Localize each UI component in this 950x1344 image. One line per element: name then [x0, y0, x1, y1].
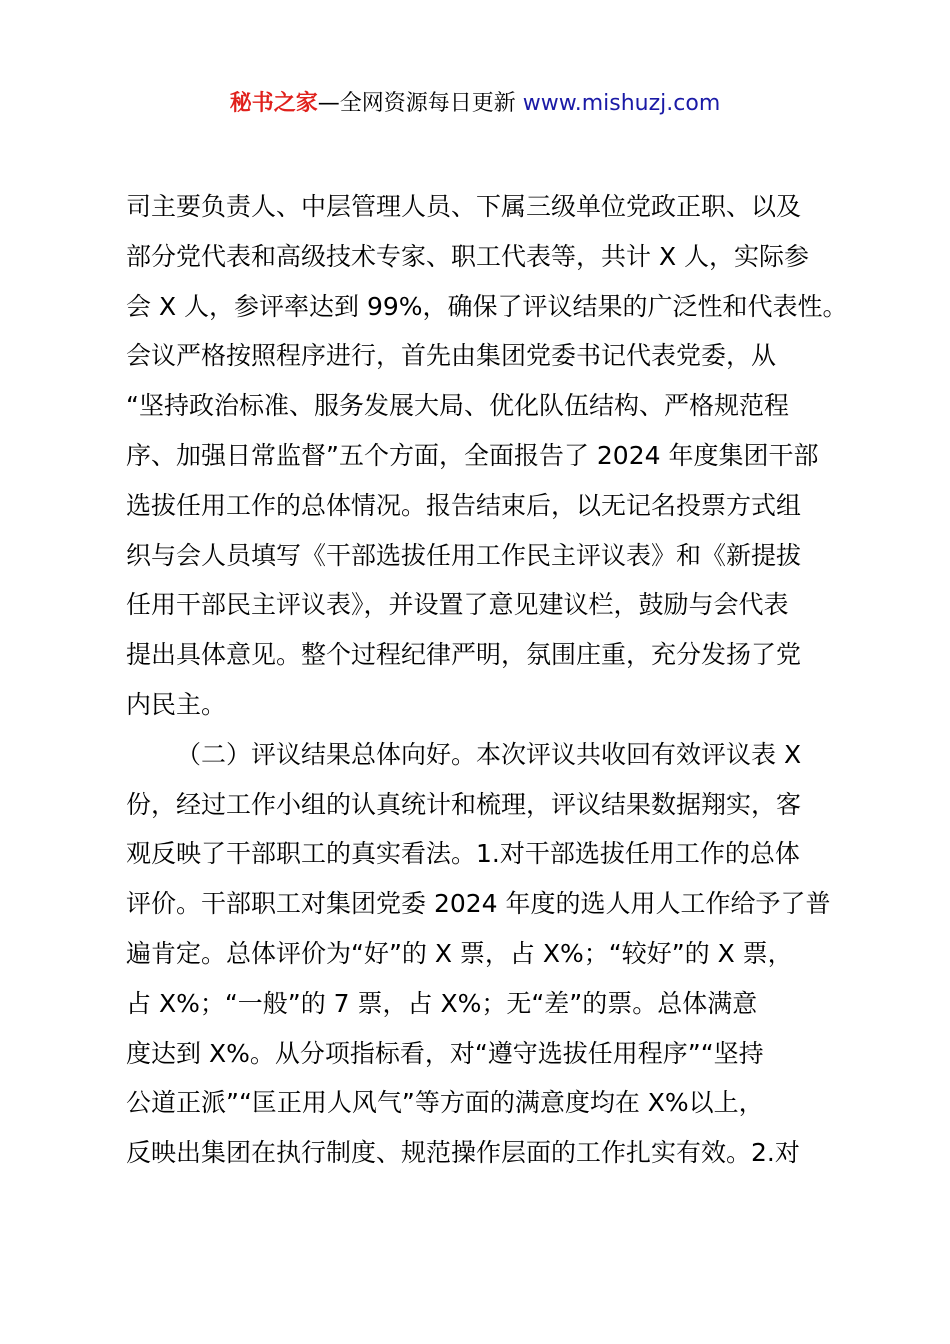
text-line: 评价。干部职工对集团党委 2024 年度的选人用人工作给予了普: [126, 889, 831, 919]
site-header: [0, 88, 950, 120]
text-line: “坚持政治标准、服务发展大局、优化队伍结构、严格规范程: [126, 391, 789, 421]
text-line: 序、加强日常监督”五个方面，全面报告了 2024 年度集团干部: [126, 440, 819, 470]
text-line: 会议严格按照程序进行，首先由集团党委书记代表党委，从: [126, 341, 777, 371]
text-line: 份，经过工作小组的认真统计和梳理，评议结果数据翔实，客: [126, 789, 802, 819]
text-line: 提出具体意见。整个过程纪律严明，氛围庄重，充分发扬了党: [126, 640, 802, 670]
section-heading-line: （二）评议结果总体向好。本次评议共收回有效评议表 X: [176, 739, 802, 769]
text-line: 任用干部民主评议表》，并设置了意见建议栏，鼓励与会代表: [126, 590, 789, 620]
brand-name: 秘书之家: [229, 91, 318, 116]
text-line: 内民主。: [126, 689, 227, 719]
text-line: 部分党代表和高级技术专家、职工代表等，共计 X 人，实际参: [126, 241, 810, 271]
text-line: 司主要负责人、中层管理人员、下属三级单位党政正职、以及: [126, 192, 802, 221]
text-line: 反映出集团在执行制度、规范操作层面的工作扎实有效。2.对: [126, 1138, 800, 1168]
text-line: 度达到 X%。从分项指标看，对“遵守选拔任用程序”“坚持: [126, 1038, 764, 1068]
paragraph-evaluation-results: [126, 730, 866, 1178]
text-line: 公道正派”“匡正用人风气”等方面的满意度均在 X%以上，: [126, 1088, 764, 1118]
text-line: 织与会人员填写《干部选拔任用工作民主评议表》和《新提拔: [126, 540, 802, 570]
paragraph-meeting-process: [126, 182, 866, 730]
text-line: 遍肯定。总体评价为“好”的 X 票，占 X%；“较好”的 X 票，: [126, 938, 793, 968]
header-tagline: —全网资源每日更新: [317, 91, 523, 116]
text-line: 会 X 人，参评率达到 99%，确保了评议结果的广泛性和代表性。: [126, 291, 848, 321]
text-line: 占 X%；“一般”的 7 票，占 X%；无“差”的票。总体满意: [126, 988, 758, 1018]
document-body: [126, 182, 866, 1178]
site-url[interactable]: www.mishuzj.com: [522, 91, 721, 116]
text-line: 选拔任用工作的总体情况。报告结束后，以无记名投票方式组: [126, 490, 802, 520]
text-line: 观反映了干部职工的真实看法。1.对干部选拔任用工作的总体: [126, 839, 800, 869]
